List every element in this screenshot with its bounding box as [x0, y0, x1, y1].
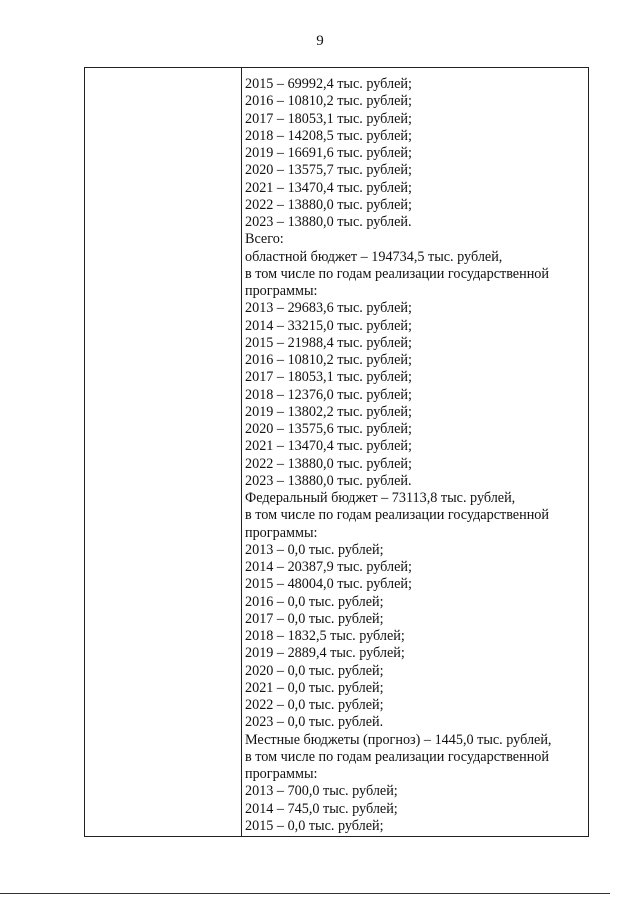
text-line: в том числе по годам реализации государственной — [245, 507, 549, 524]
bottom-divider — [0, 893, 610, 894]
text-line: 2013 – 700,0 тыс. рублей; — [245, 783, 398, 800]
text-line: 2022 – 13880,0 тыс. рублей; — [245, 196, 412, 213]
text-line: программы: — [245, 283, 318, 299]
text-line: 2018 – 14208,5 тыс. рублей; — [245, 127, 412, 144]
text-line: 2017 – 18053,1 тыс. рублей; — [245, 369, 412, 386]
text-line: 2016 – 0,0 тыс. рублей; — [245, 593, 384, 610]
text-line: 2014 – 20387,9 тыс. рублей; — [245, 559, 412, 575]
text-line: 2019 – 13802,2 тыс. рублей; — [245, 403, 412, 420]
text-line: областной бюджет – 194734,5 тыс. рублей, — [245, 248, 503, 265]
text-line: 2020 – 0,0 тыс. рублей; — [245, 662, 384, 679]
text-line: 2020 – 13575,6 тыс. рублей; — [245, 421, 412, 437]
text-line: 2015 – 21988,4 тыс. рублей; — [245, 334, 412, 351]
text-line: 2016 – 10810,2 тыс. рублей; — [245, 93, 412, 110]
text-line: 2023 – 13880,0 тыс. рублей. — [245, 214, 412, 230]
text-line: Местные бюджеты (прогноз) – 1445,0 тыс. рублей, — [245, 731, 552, 748]
text-line: 2015 – 69992,4 тыс. рублей; — [245, 76, 412, 92]
text-line: 2019 – 2889,4 тыс. рублей; — [245, 645, 405, 662]
text-line: 2021 – 0,0 тыс. рублей; — [245, 679, 384, 696]
text-line: 2022 – 13880,0 тыс. рублей; — [245, 455, 412, 472]
text-line: 2015 – 0,0 тыс. рублей; — [245, 817, 384, 834]
text-line: программы: — [245, 524, 318, 541]
text-line: 2020 – 13575,7 тыс. рублей; — [245, 162, 412, 179]
document-table — [84, 67, 589, 837]
text-line: 2014 – 33215,0 тыс. рублей; — [245, 317, 412, 334]
table-left-column — [85, 68, 242, 836]
text-line: Всего: — [245, 231, 284, 248]
text-line: 2018 – 1832,5 тыс. рублей; — [245, 628, 405, 644]
text-line: 2014 – 745,0 тыс. рублей; — [245, 800, 398, 817]
text-line: 2023 – 13880,0 тыс. рублей. — [245, 472, 412, 489]
text-line: 2019 – 16691,6 тыс. рублей; — [245, 145, 412, 161]
text-line: 2018 – 12376,0 тыс. рублей; — [245, 386, 412, 403]
text-line: Федеральный бюджет – 73113,8 тыс. рублей, — [245, 490, 516, 506]
text-line: 2016 – 10810,2 тыс. рублей; — [245, 352, 412, 368]
text-line: 2021 – 13470,4 тыс. рублей; — [245, 438, 412, 455]
text-line: 2017 – 18053,1 тыс. рублей; — [245, 110, 412, 127]
text-line: 2022 – 0,0 тыс. рублей; — [245, 697, 384, 713]
text-line: 2013 – 0,0 тыс. рублей; — [245, 541, 384, 558]
text-line: 2023 – 0,0 тыс. рублей. — [245, 714, 384, 731]
text-line: в том числе по годам реализации государственной — [245, 265, 549, 282]
text-line: программы: — [245, 766, 318, 782]
text-line: 2015 – 48004,0 тыс. рублей; — [245, 576, 412, 593]
page-number: 9 — [316, 33, 324, 49]
text-line: 2013 – 29683,6 тыс. рублей; — [245, 300, 412, 317]
text-line: в том числе по годам реализации государственной — [245, 748, 549, 765]
text-line: 2017 – 0,0 тыс. рублей; — [245, 610, 384, 627]
text-line: 2021 – 13470,4 тыс. рублей; — [245, 179, 412, 196]
table-right-column — [245, 76, 582, 835]
